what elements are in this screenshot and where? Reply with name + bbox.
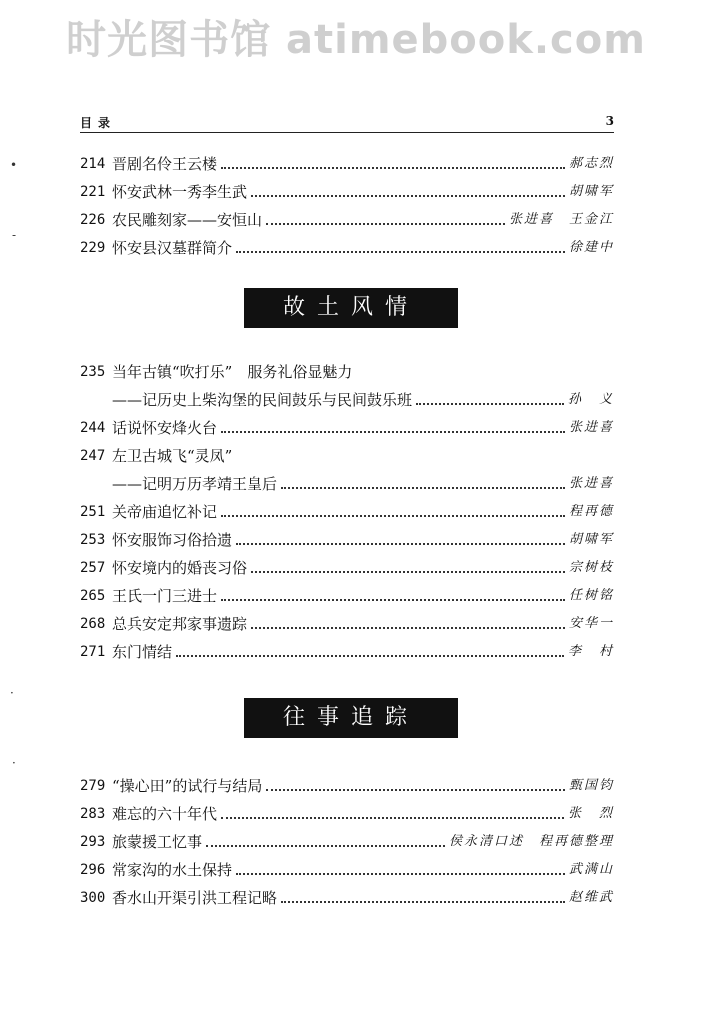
dot-leader bbox=[221, 431, 565, 433]
entry-page-number: 268 bbox=[80, 616, 106, 632]
entry-title: 当年古镇“吹打乐” 服务礼俗显魅力 bbox=[112, 363, 353, 381]
entry-page-number: 226 bbox=[80, 212, 106, 228]
entry-page-number: 229 bbox=[80, 240, 106, 256]
entry-author: 程再德 bbox=[568, 504, 614, 519]
dot-leader bbox=[266, 223, 505, 225]
toc-entry bbox=[80, 554, 614, 578]
entry-title: 关帝庙追忆补记 bbox=[112, 503, 218, 521]
toc-entry bbox=[80, 772, 614, 796]
entry-title: 农民雕刻家——安恒山 bbox=[112, 211, 263, 229]
dot-leader bbox=[221, 515, 565, 517]
entry-page-number: 235 bbox=[80, 364, 106, 380]
dot-leader bbox=[236, 873, 565, 875]
entry-page-number: 293 bbox=[80, 834, 106, 850]
toc-entry bbox=[80, 638, 630, 662]
entry-author: 徐建中 bbox=[568, 240, 614, 255]
entry-title: 怀安县汉墓群简介 bbox=[112, 239, 233, 257]
dot-leader bbox=[281, 487, 565, 489]
entry-page-number: 296 bbox=[80, 862, 106, 878]
entry-title: 怀安境内的婚丧习俗 bbox=[112, 559, 248, 577]
entry-author: 武满山 bbox=[568, 862, 614, 877]
entry-page-number: 279 bbox=[80, 778, 106, 794]
dot-leader bbox=[251, 195, 565, 197]
entry-title: 常家沟的水土保持 bbox=[112, 861, 233, 879]
entry-page-number: 265 bbox=[80, 588, 106, 604]
dot-leader bbox=[221, 817, 564, 819]
entry-subtitle: ——记明万历孝靖王皇后 bbox=[112, 475, 278, 493]
entry-page-number: 271 bbox=[80, 644, 106, 660]
entry-author: 张进喜 王金江 bbox=[508, 212, 614, 227]
toc-entry bbox=[80, 414, 614, 438]
entry-author: 张进喜 bbox=[568, 420, 614, 435]
watermark: 时光图书馆 atimebook.com bbox=[66, 17, 646, 63]
entry-author: 张进喜 bbox=[568, 476, 614, 491]
entry-page-number: 214 bbox=[80, 156, 106, 172]
entry-title: 难忘的六十年代 bbox=[112, 805, 218, 823]
dot-leader bbox=[251, 627, 565, 629]
entry-author: 郝志烈 bbox=[568, 156, 614, 171]
dot-leader bbox=[251, 571, 565, 573]
entry-page-number: 300 bbox=[80, 890, 106, 906]
toc-entry bbox=[80, 206, 614, 230]
entry-title: 话说怀安烽火台 bbox=[112, 419, 218, 437]
toc-entry bbox=[80, 442, 614, 466]
entry-title: 左卫古城飞“灵凤” bbox=[112, 447, 233, 465]
toc-entry bbox=[80, 358, 614, 382]
toc-entry bbox=[80, 234, 614, 258]
toc-entry bbox=[80, 610, 614, 634]
toc-entry bbox=[80, 582, 614, 606]
dot-leader bbox=[206, 845, 445, 847]
dot-leader bbox=[176, 655, 564, 657]
page-number: 3 bbox=[605, 114, 614, 128]
entry-page-number: 283 bbox=[80, 806, 106, 822]
entry-title: 怀安武林一秀李生武 bbox=[112, 183, 248, 201]
toc-entry bbox=[80, 526, 614, 550]
entry-author: 胡啸军 bbox=[568, 184, 614, 199]
entry-author: 孙义 bbox=[567, 392, 630, 407]
entry-title: 旅蒙援工忆事 bbox=[112, 833, 203, 851]
dot-leader bbox=[221, 167, 565, 169]
entry-page-number: 251 bbox=[80, 504, 106, 520]
scan-mark: · bbox=[10, 686, 14, 700]
entry-author: 任树铭 bbox=[568, 588, 614, 603]
entry-title: 东门情结 bbox=[112, 643, 173, 661]
dot-leader bbox=[281, 901, 565, 903]
entry-page-number: 253 bbox=[80, 532, 106, 548]
toc-entry bbox=[80, 856, 614, 880]
entry-author: 胡啸军 bbox=[568, 532, 614, 547]
scan-mark: · bbox=[12, 756, 16, 770]
entry-author: 赵维武 bbox=[568, 890, 614, 905]
entry-author: 甄国钧 bbox=[568, 778, 614, 793]
toc-entry bbox=[80, 386, 630, 410]
entry-page-number: 244 bbox=[80, 420, 106, 436]
entry-title: 香水山开渠引洪工程记略 bbox=[112, 889, 278, 907]
dot-leader bbox=[266, 789, 565, 791]
entry-title: 王氏一门三进士 bbox=[112, 587, 218, 605]
entry-page-number: 247 bbox=[80, 448, 106, 464]
entry-title: 总兵安定邦家事遗踪 bbox=[112, 615, 248, 633]
entry-author: 宗树枝 bbox=[568, 560, 614, 575]
dot-leader bbox=[221, 599, 565, 601]
toc-entry bbox=[80, 800, 630, 824]
running-head bbox=[80, 114, 614, 128]
toc-entry bbox=[80, 178, 614, 202]
entry-title: 怀安服饰习俗拾遗 bbox=[112, 531, 233, 549]
running-head-title: 目录 bbox=[80, 116, 117, 130]
toc-entry bbox=[80, 498, 614, 522]
scan-mark: • bbox=[10, 158, 18, 172]
toc-entry bbox=[80, 150, 614, 174]
entry-author: 安华一 bbox=[568, 616, 614, 631]
toc-entry bbox=[80, 828, 614, 852]
toc-entry bbox=[80, 470, 614, 494]
entry-title: “操心田”的试行与结局 bbox=[112, 777, 263, 795]
entry-author: 张烈 bbox=[567, 806, 630, 821]
dot-leader bbox=[236, 543, 565, 545]
dot-leader bbox=[416, 403, 564, 405]
header-rule bbox=[80, 132, 614, 133]
entry-page-number: 257 bbox=[80, 560, 106, 576]
scan-mark: - bbox=[12, 228, 17, 242]
entry-author: 李村 bbox=[567, 644, 630, 659]
toc-entry bbox=[80, 884, 614, 908]
entry-page-number: 221 bbox=[80, 184, 106, 200]
entry-subtitle: ——记历史上柴沟堡的民间鼓乐与民间鼓乐班 bbox=[112, 391, 413, 409]
entry-title: 晋剧名伶王云楼 bbox=[112, 155, 218, 173]
dot-leader bbox=[236, 251, 565, 253]
section-heading: 故土风情 bbox=[244, 288, 458, 328]
entry-author: 侯永清口述 程再德整理 bbox=[448, 834, 614, 849]
section-heading: 往事追踪 bbox=[244, 698, 458, 738]
